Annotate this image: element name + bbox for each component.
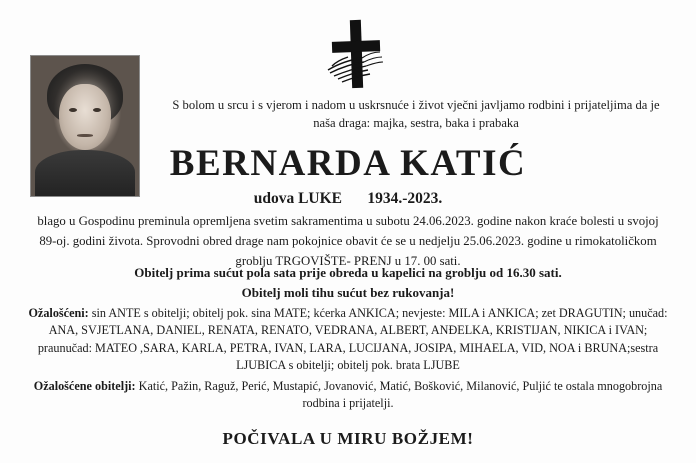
mourners-label: Ožalošćeni: [28,306,89,320]
mourners-section [22,305,674,374]
deceased-name: BERNARDA KATIĆ [169,143,527,184]
life-years: 1934.-2023. [367,190,443,207]
mourners-list: sin ANTE s obitelji; obitelj pok. sina MATE; kćerka ANKICA; nevjeste: MILA i ANKICA; zet DRAGUTIN; unučad: ANA, SVJETLANA, DANIEL, RENATA, RENATO, VEDRANA, ALBERT, ANĐELKA, KRISTIJAN, NIKICA i IVAN; praunučad: MATEO ,SARA, KARLA, PETRA, IVAN, LARA, LUCIJANA, JOSIPA, MIHAELA, VID, NOA i BRUNA;sestra LJUBICA s obitelji; obitelj pok. brata LJUBE [37,306,668,372]
body-paragraph: blago u Gospodinu preminula opremljena svetim sakramentima u subotu 24.06.2023. godine nakon kraće bolesti u svojoj 89-oj. godini života. Sprovodni obred drage nam pokojnice obavit će se u nedjelju 25.06.2023. godine u rimokatoličkom groblju TRGOVIŠTE- PRENJ u 17. 00 sati. [37,214,659,268]
portrait-mouth [77,134,93,137]
families-list: Katić, Pažin, Raguž, Perić, Mustapić, Jovanović, Matić, Bošković, Milanović, Puljić te ostala mnogobrojna rodbina i prijatelji. [138,379,663,411]
portrait-face [59,84,111,150]
widow-and-years-line [0,190,696,208]
closing-line: POČIVALA U MIRU BOŽJEM! [222,429,474,448]
lead-paragraph: S bolom u srcu i s vjerom i nadom u uskrsnuće i život vječni javljamo rodbini i prijateljima da je naša draga: majka, sestra, baka i prabaka [172,98,660,131]
widow-label: udova LUKE [253,190,342,207]
cross-with-palm-branch-icon [318,18,392,90]
portrait-eye-right [93,108,101,112]
families-label: Ožalošćene obitelji: [33,379,136,393]
families-section [22,378,674,413]
condolences-time-line: Obitelj prima sućut pola sata prije obreda u kapelici na groblju od 16.30 sati. [134,265,562,280]
condolences-notice [28,263,668,302]
silent-condolences-line: Obitelj moli tihu sućut bez rukovanja! [241,284,455,300]
portrait-eye-left [69,108,77,112]
